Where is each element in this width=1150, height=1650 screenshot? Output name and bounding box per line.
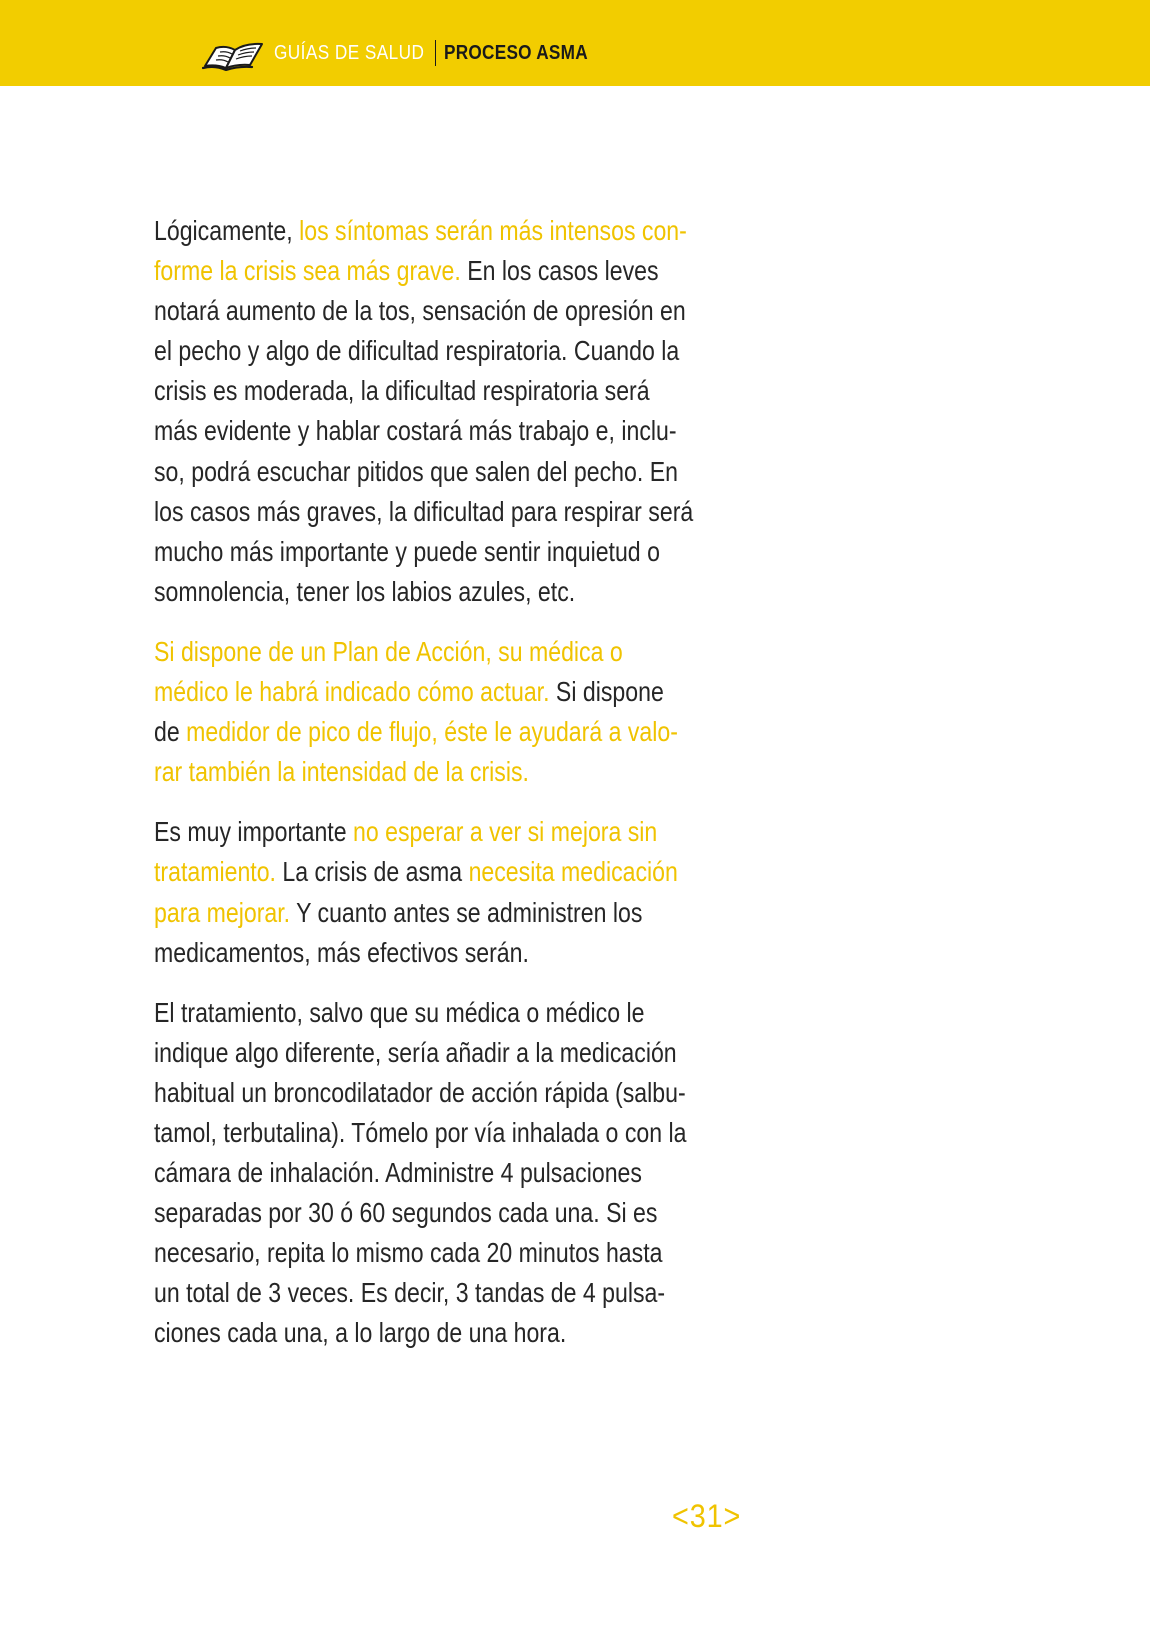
text-line xyxy=(154,632,658,672)
header-bar xyxy=(0,0,1150,86)
text-line xyxy=(154,1033,677,1073)
body-text xyxy=(154,211,754,1374)
text-line xyxy=(154,712,678,752)
body-text-segment: mucho más importante y puede sentir inquietud o xyxy=(154,535,660,567)
series-label: GUÍAS DE SALUD xyxy=(274,41,425,64)
text-line xyxy=(154,331,680,371)
text-line xyxy=(154,532,658,572)
text-line xyxy=(154,411,677,451)
body-text-segment: más evidente y hablar costará más trabajo e, inclu- xyxy=(154,415,677,447)
text-line xyxy=(154,492,694,532)
body-text-segment: indique algo diferente, sería añadir a la medicación xyxy=(154,1036,677,1068)
body-text-segment: de xyxy=(154,716,187,748)
text-line xyxy=(154,1313,658,1353)
body-text-segment: necesario, repita lo mismo cada 20 minutos hasta xyxy=(154,1237,663,1269)
text-line xyxy=(154,1153,658,1193)
text-line xyxy=(154,752,658,792)
body-text-segment: crisis es moderada, la dificultad respiratoria será xyxy=(154,375,650,407)
body-text-segment: El tratamiento, salvo que su médica o médico le xyxy=(154,996,645,1028)
header-divider xyxy=(435,40,437,66)
highlighted-text: necesita medicación xyxy=(468,856,678,888)
body-text-segment: Y cuanto antes se administren los xyxy=(290,896,643,928)
body-text-segment: En los casos leves xyxy=(460,255,659,287)
text-line xyxy=(154,1113,687,1153)
text-line xyxy=(154,852,678,892)
text-line xyxy=(154,452,678,492)
body-text-segment: Lógicamente, xyxy=(154,215,300,246)
text-line xyxy=(154,993,658,1033)
text-line xyxy=(154,1073,686,1113)
page-number: <31> xyxy=(672,1498,742,1534)
paragraph xyxy=(154,812,754,972)
highlighted-text: no esperar a ver si mejora sin xyxy=(353,816,658,848)
highlighted-text: rar también la intensidad de la crisis. xyxy=(154,756,529,788)
text-line xyxy=(154,291,686,331)
body-text-segment: medicamentos, más efectivos serán. xyxy=(154,936,529,968)
paragraph xyxy=(154,211,754,612)
highlighted-text: tratamiento. xyxy=(154,856,276,888)
highlighted-text: forme la crisis sea más grave. xyxy=(154,255,461,287)
body-text-segment: so, podrá escuchar pitidos que salen del pecho. En xyxy=(154,455,678,487)
text-line xyxy=(154,251,658,291)
text-line xyxy=(154,211,687,251)
text-line xyxy=(154,672,664,712)
highlighted-text: Si dispone de un Plan de Acción, su médica o xyxy=(154,635,623,667)
paragraph xyxy=(154,993,754,1354)
text-line xyxy=(154,893,658,933)
highlighted-text: para mejorar. xyxy=(154,896,291,928)
body-text-segment: ciones cada una, a lo largo de una hora. xyxy=(154,1317,567,1349)
body-text-segment: Si dispone xyxy=(549,676,664,708)
body-text-segment: el pecho y algo de dificultad respiratoria. Cuando la xyxy=(154,335,680,367)
highlighted-text: los síntomas serán más intensos con- xyxy=(299,215,687,246)
text-line xyxy=(154,1273,666,1313)
body-text-segment: cámara de inhalación. Administre 4 pulsaciones xyxy=(154,1157,642,1189)
text-line xyxy=(154,1233,663,1273)
text-line xyxy=(154,371,658,411)
text-line xyxy=(154,572,658,612)
body-text-segment: somnolencia, tener los labios azules, etc. xyxy=(154,575,576,607)
text-line xyxy=(154,933,658,973)
paragraph xyxy=(154,632,754,792)
body-text-segment: habitual un broncodilatador de acción rápida (salbu- xyxy=(154,1076,686,1108)
document-label: PROCESO ASMA xyxy=(444,41,589,64)
body-text-segment: Es muy importante xyxy=(154,816,354,848)
highlighted-text: medidor de pico de flujo, éste le ayudará a valo- xyxy=(186,716,678,748)
body-text-segment: tamol, terbutalina). Tómelo por vía inhalada o con la xyxy=(154,1116,687,1148)
text-line xyxy=(154,812,658,852)
text-line xyxy=(154,1193,658,1233)
body-text-segment: La crisis de asma xyxy=(275,856,469,888)
running-header xyxy=(202,36,612,70)
body-text-segment: los casos más graves, la dificultad para respirar será xyxy=(154,495,694,527)
open-book-icon xyxy=(202,35,268,71)
body-text-segment: separadas por 30 ó 60 segundos cada una. Si es xyxy=(154,1197,658,1229)
highlighted-text: médico le habrá indicado cómo actuar. xyxy=(154,676,550,708)
body-text-segment: un total de 3 veces. Es decir, 3 tandas de 4 pulsa- xyxy=(154,1277,666,1309)
body-text-segment: notará aumento de la tos, sensación de opresión en xyxy=(154,295,686,327)
